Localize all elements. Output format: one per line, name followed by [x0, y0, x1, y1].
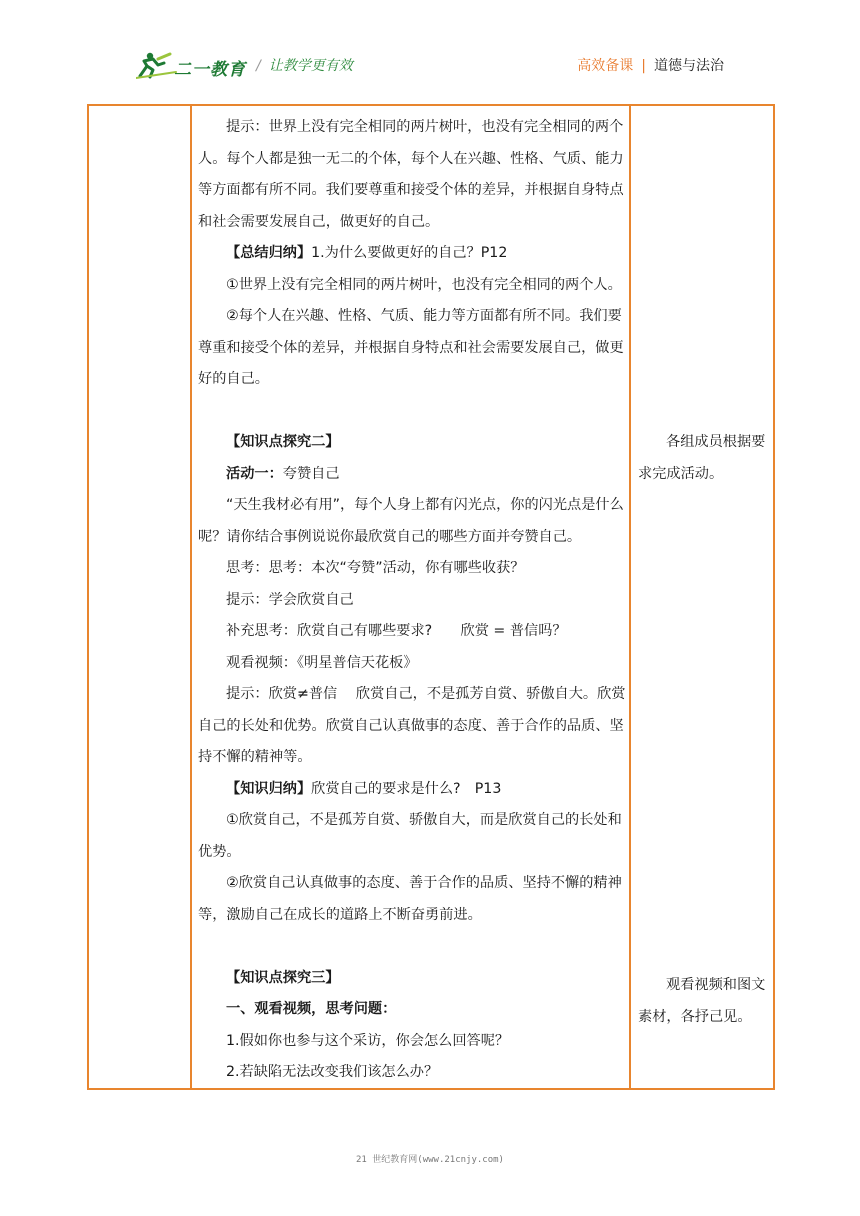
section-title-3: 【知识点探究三】 [226, 969, 340, 986]
think-question: 思考：思考：本次“夸赞”活动，你有哪些收获？ [226, 560, 525, 576]
logo-text: 二一教育 [174, 60, 246, 80]
header-separator: | [641, 58, 646, 74]
activity-label: 活动一： [226, 465, 283, 482]
hint-paragraph: 提示：世界上没有完全相同的两片树叶，也没有完全相同的两个人。每个人都是独一无二的个体，每个人在兴趣、性格、气质、能力等方面都有所不同。我们要尊重和接受个体的差异，并根据自身特点和社会需要发展自己，做更好的自己。 [198, 119, 624, 230]
activity-line [198, 459, 626, 491]
summary-point-1: ①世界上没有完全相同的两片树叶，也没有完全相同的两个人。 [226, 276, 622, 293]
knowledge-summary-heading [198, 774, 626, 806]
knowledge-summary-question: 欣赏自己的要求是什么? P13 [311, 780, 502, 797]
summary-question: 1.为什么要做更好的自己？P12 [311, 245, 508, 261]
summary-label: 【总结归纳】 [226, 245, 312, 261]
page-footer: 21 世纪教育网(www.21cnjy.com) [356, 1155, 504, 1165]
side-note-2 [638, 970, 770, 1033]
header-right [577, 55, 724, 75]
spacer [198, 931, 626, 963]
hint-2: 提示：欣赏≠普信 欣赏自己，不是孤芳自赏、骄傲自大。欣赏自己的长处和优势。欣赏自己认真做事的态度、善于合作的品质、坚持不懈的精神等。 [198, 686, 626, 765]
column-divider-left [190, 106, 192, 1088]
knowledge-point-1: ①欣赏自己，不是孤芳自赏、骄傲自大，而是欣赏自己的长处和优势。 [198, 812, 622, 860]
question-1: 1.假如你也参与这个采访，你会怎么回答呢？ [226, 1032, 510, 1049]
section-title-2: 【知识点探究二】 [226, 434, 340, 450]
spacer [198, 396, 626, 428]
side-note-2-text: 观看视频和图文素材，各抒己见。 [638, 977, 766, 1025]
knowledge-summary-label: 【知识归纳】 [226, 780, 312, 797]
video-subtitle: 一、观看视频，思考问题： [226, 1001, 397, 1017]
summary-point-2: ②每个人在兴趣、性格、气质、能力等方面都有所不同。我们要尊重和接受个体的差异，并根据自身特点和社会需要发展自己，做更好的自己。 [198, 308, 624, 387]
side-note-1 [638, 427, 770, 490]
knowledge-point-2: ②欣赏自己认真做事的态度、善于合作的品质、坚持不懈的精神等，激励自己在成长的道路上不断奋勇前进。 [198, 875, 622, 923]
extra-question: 补充思考：欣赏自己有哪些要求? 欣赏 = 普信吗？ [226, 623, 567, 639]
column-divider-right [629, 106, 631, 1088]
main-column [198, 112, 626, 1089]
hint-1: 提示：学会欣赏自己 [226, 591, 354, 608]
activity-intro: “天生我材必有用”，每个人身上都有闪光点，你的闪光点是什么呢？请你结合事例说说你最欣赏自己的哪些方面并夸赞自己。 [198, 497, 624, 545]
activity-name: 夸赞自己 [282, 465, 340, 482]
category-label: 高效备课 [577, 58, 634, 74]
slogan [256, 55, 353, 75]
summary-heading [198, 238, 626, 270]
page-header [0, 0, 860, 90]
slash-divider: / [256, 58, 261, 74]
side-note-1-text: 各组成员根据要求完成活动。 [638, 434, 766, 482]
video-line: 观看视频：《明星普信天花板》 [226, 654, 418, 671]
question-2: 2.若缺陷无法改变我们该怎么办？ [226, 1064, 439, 1080]
slogan-text: 让教学更有效 [268, 58, 353, 74]
subject-label: 道德与法治 [654, 58, 724, 74]
